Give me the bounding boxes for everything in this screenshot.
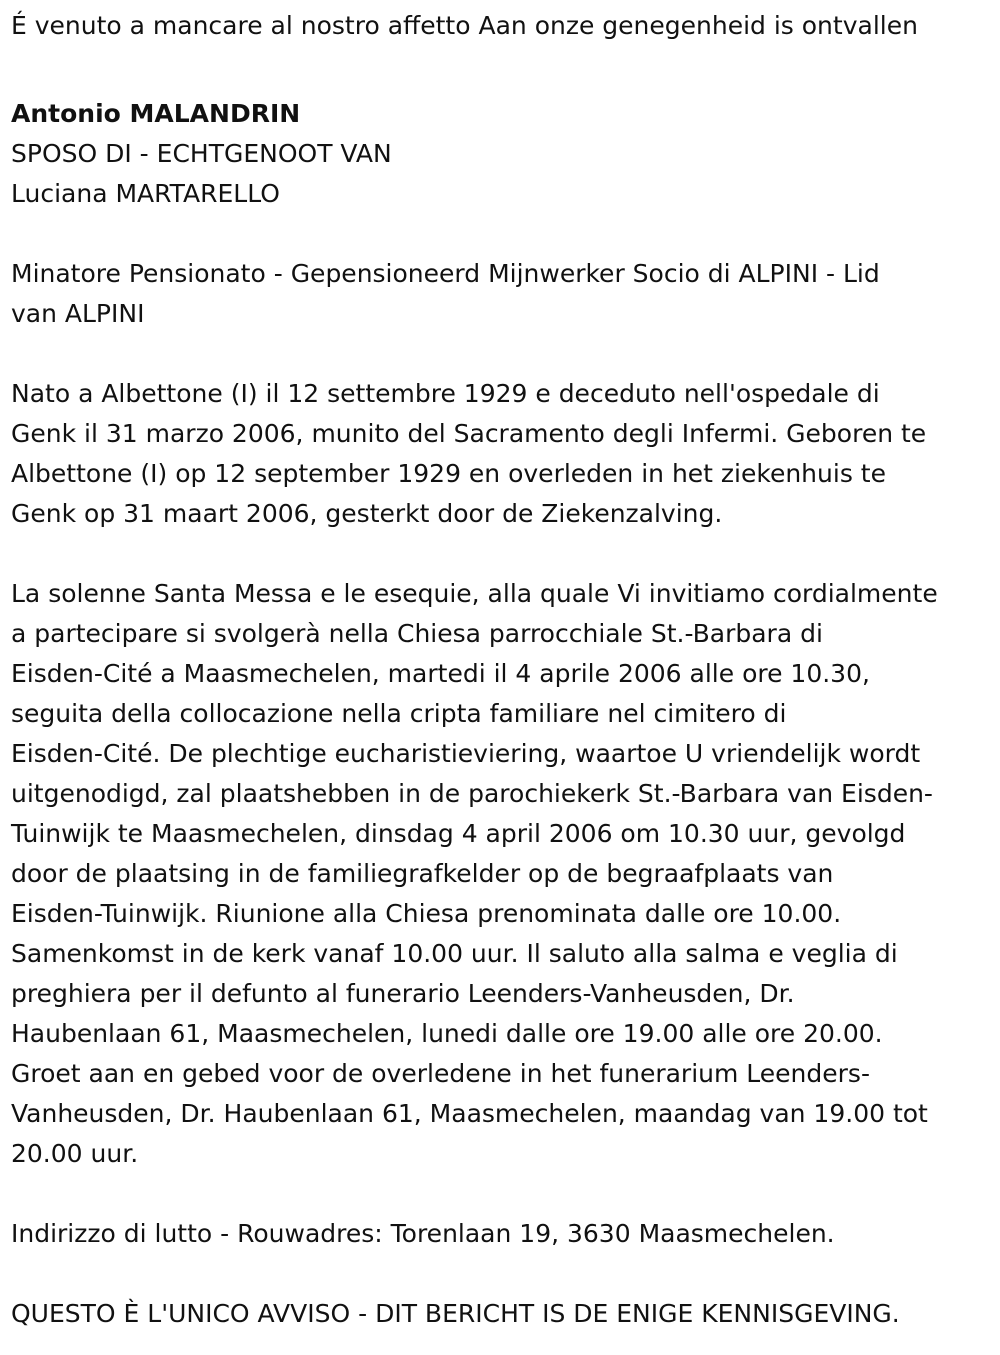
address-paragraph <box>11 1214 990 1254</box>
ceremony-line-14: Vanheusden, Dr. Haubenlaan 61, Maasmechelen, maandag van 19.00 tot <box>11 1099 928 1128</box>
deceased-name: Antonio MALANDRIN <box>11 99 301 128</box>
occupation-paragraph <box>11 254 990 334</box>
names-block <box>11 94 990 214</box>
ceremony-line-3: Eisden-Cité a Maasmechelen, martedi il 4 aprile 2006 alle ore 10.30, <box>11 659 870 688</box>
mourning-address: Indirizzo di lutto - Rouwadres: Torenlaan 19, 3630 Maasmechelen. <box>11 1219 835 1248</box>
birth-death-line-1: Nato a Albettone (I) il 12 settembre 1929 e deceduto nell'ospedale di <box>11 379 880 408</box>
ceremony-line-7: Tuinwijk te Maasmechelen, dinsdag 4 april 2006 om 10.30 uur, gevolgd <box>11 819 906 848</box>
ceremony-line-1: La solenne Santa Messa e le esequie, alla quale Vi invitiamo cordialmente <box>11 579 938 608</box>
ceremony-line-12: Haubenlaan 61, Maasmechelen, lunedi dalle ore 19.00 alle ore 20.00. <box>11 1019 883 1048</box>
birth-death-line-3: Albettone (I) op 12 september 1929 en overleden in het ziekenhuis te <box>11 459 886 488</box>
ceremony-line-2: a partecipare si svolgerà nella Chiesa parrocchiale St.-Barbara di <box>11 619 823 648</box>
ceremony-line-15: 20.00 uur. <box>11 1139 139 1168</box>
intro-line: É venuto a mancare al nostro affetto Aan onze genegenheid is ontvallen <box>11 11 918 40</box>
occupation-line-1: Minatore Pensionato - Gepensioneerd Mijnwerker Socio di ALPINI - Lid <box>11 259 880 288</box>
relation-line: SPOSO DI - ECHTGENOOT VAN <box>11 139 392 168</box>
ceremony-line-10: Samenkomst in de kerk vanaf 10.00 uur. Il saluto alla salma e veglia di <box>11 939 898 968</box>
ceremony-line-9: Eisden-Tuinwijk. Riunione alla Chiesa prenominata dalle ore 10.00. <box>11 899 842 928</box>
ceremony-line-4: seguita della collocazione nella cripta familiare nel cimitero di <box>11 699 787 728</box>
birth-death-line-2: Genk il 31 marzo 2006, munito del Sacramento degli Infermi. Geboren te <box>11 419 927 448</box>
sole-notice: QUESTO È L'UNICO AVVISO - DIT BERICHT IS DE ENIGE KENNISGEVING. <box>11 1299 900 1328</box>
ceremony-paragraph <box>11 574 990 1174</box>
birth-death-paragraph <box>11 374 990 534</box>
ceremony-line-8: door de plaatsing in de familiegrafkelder op de begraafplaats van <box>11 859 834 888</box>
spouse-name: Luciana MARTARELLO <box>11 179 280 208</box>
ceremony-line-13: Groet aan en gebed voor de overledene in het funerarium Leenders- <box>11 1059 870 1088</box>
ceremony-line-11: preghiera per il defunto al funerario Leenders-Vanheusden, Dr. <box>11 979 795 1008</box>
notice-paragraph <box>11 1294 990 1334</box>
ceremony-line-5: Eisden-Cité. De plechtige eucharistieviering, waartoe U vriendelijk wordt <box>11 739 921 768</box>
ceremony-line-6: uitgenodigd, zal plaatshebben in de parochiekerk St.-Barbara van Eisden- <box>11 779 933 808</box>
occupation-line-2: van ALPINI <box>11 299 145 328</box>
birth-death-line-4: Genk op 31 maart 2006, gesterkt door de Ziekenzalving. <box>11 499 723 528</box>
